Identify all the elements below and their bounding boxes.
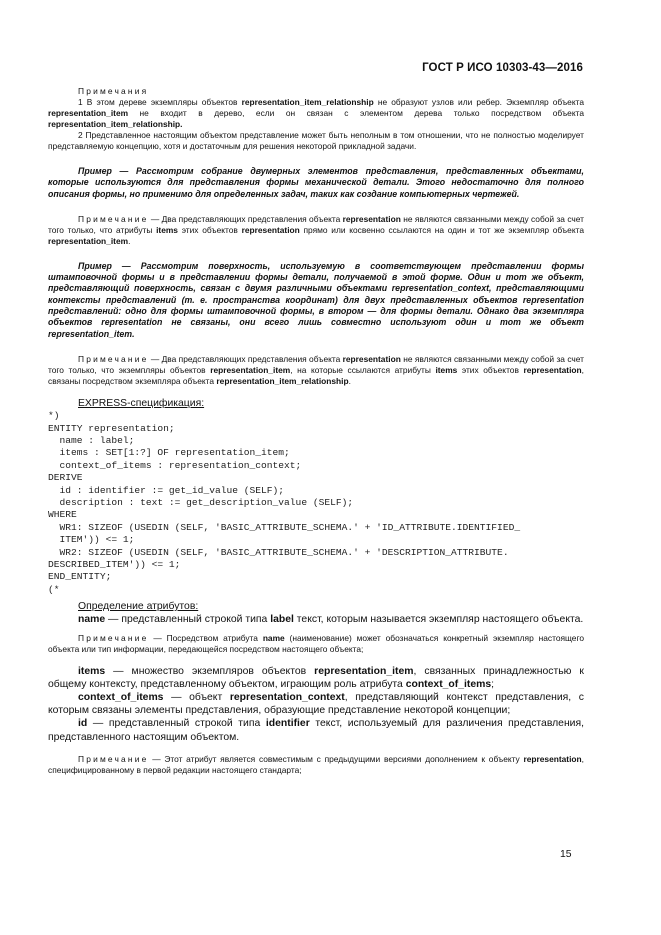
page-content [48, 86, 584, 776]
note-representation-relationship: Примечание — Два представляющих представления объекта representation не являются связанными между собой за счет того только, что экземпляры объектов representation_item, на которые ссылаются атрибуты items этих объектов representation, связаны посредством экземпляра объекта representation_item_relationship. [48, 353, 584, 386]
page-header: ГОСТ Р ИСО 10303-43—2016 [422, 62, 583, 74]
express-code: *) ENTITY representation; name : label; items : SET[1:?] OF representation_item; context_of_items : representation_context; DERIVE id : identifier := get_id_value (SELF); description : text := get_description_value (SELF); WHERE WR1: SIZEOF (USEDIN (SELF, 'BASIC_ATTRIBUTE_SCHEMA.' + 'ID_ATTRIBUTE.IDENTIFIED_ ITEM')) <= 1; WR2: SIZEOF (USEDIN (SELF, 'BASIC_ATTRIBUTE_SCHEMA.' + 'DESCRIPTION_ATTRIBUTE. DESCRIBED_ITEM')) <= 1; END_ENTITY; (* [48, 410, 521, 595]
attr-items: items — множество экземпляров объектов representation_item, связанных принадлежностью к общему контексту, представленному объектом, играющим роль атрибута context_of_items; [48, 665, 584, 690]
attr-name: name — представленный строкой типа label текст, которым называется экземпляр настоящего объекта. [78, 614, 584, 626]
note-name: Примечание — Посредством атрибута name (наименование) может обозначаться конкретный экземпляр настоящего объекта или тип информации, передающейся посредством настоящего объекта; [48, 632, 584, 654]
attributes-heading: Определение атрибутов: [78, 601, 199, 613]
express-heading: EXPRESS-спецификация: [78, 397, 205, 409]
note-id-compat: Примечание — Этот атрибут является совместимым с предыдущими версиями дополнением к объекту representation, специфицированному в первой редакции настоящего стандарта; [48, 753, 584, 775]
example-1: Пример — Рассмотрим собрание двумерных элементов представления, представленных объектами, которые используются для представления формы механической детали. Этого недостаточно для полного описания формы, но применимо для определенных задач, таких как создание компьютерных чертежей. [48, 166, 584, 199]
example-2: Пример — Рассмотрим поверхность, используемую в соответствующем представлении формы штамповочной формы и в представлении формы детали, получаемой в этой форме. Один и тот же объект, представляющий поверхность, связан с двумя различными объектами representation_context, представляющими контексты представлений (т. е. пространства координат) для двух представленных объектов representation представлений: одно для формы штамповочной формы, в втором — для формы детали. Однако два экземпляра объектов representation не связаны, они всего лишь совместно используют один и тот же объект representation_item. [48, 260, 584, 339]
page-number: 15 [560, 849, 572, 860]
note-1: 1 В этом дереве экземпляры объектов representation_item_relationship не образуют узлов или ребер. Экземпляр объекта representation_item не входит в дерево, если он связан с элементом дерева только посредством объекта representation_item_relationship. [48, 97, 584, 129]
notes-heading: Примечания [78, 86, 149, 96]
attr-id: id — представленный строкой типа identifier текст, используемый для различения представления, представленного настоящим объектом. [48, 718, 584, 743]
attr-context-of-items: context_of_items — объект representation_context, представляющий контекст представления, с которым связаны элементы представления, образующие представление некоторой концепции; [48, 692, 584, 717]
note-representation-items: Примечание — Два представляющих представления объекта representation не являются связанными между собой за счет того только, что атрибуты items этих объектов representation прямо или косвенно ссылаются на один и тот же экземпляр объекта representation_item. [48, 213, 584, 246]
note-2: 2 Представленное настоящим объектом представление может быть неполным в том отношении, что не полностью моделирует представляемую концепцию, хотя и достаточным для решения некоторой прикладной задачи. [48, 130, 584, 151]
